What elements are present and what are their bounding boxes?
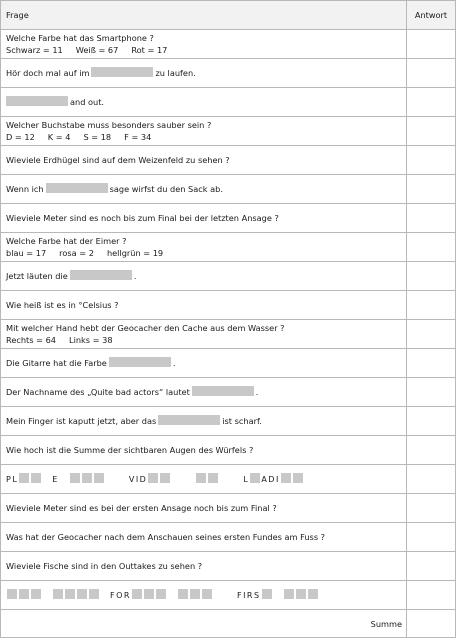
redacted-letter [281, 473, 291, 483]
question-row-7 [1, 204, 456, 233]
answer-cell[interactable] [407, 436, 456, 465]
redacted-letter [308, 589, 318, 599]
question-cell: Wieviele Meter sind es noch bis zum Final bei der letzten Ansage ? [1, 204, 407, 233]
question-options: D = 12 K = 4 S = 18 F = 34 [6, 132, 152, 142]
question-row-13 [1, 378, 456, 407]
question-text: Welche Farbe hat das Smartphone ? [6, 33, 154, 43]
answer-cell[interactable] [407, 88, 456, 117]
redacted-blank [158, 415, 220, 425]
redacted-letter [144, 589, 154, 599]
question-text-before: Der Nachname des „Quite bad actors“ lautet [6, 387, 190, 397]
question-cell: Wie hoch ist die Summe der sichtbaren Augen des Würfels ? [1, 436, 407, 465]
question-column-header: Frage [1, 1, 407, 30]
header-row [1, 1, 456, 30]
answer-cell[interactable] [407, 59, 456, 88]
question-row-2 [1, 59, 456, 88]
question-row-18 [1, 523, 456, 552]
answer-cell[interactable] [407, 262, 456, 291]
redacted-letter [65, 589, 75, 599]
question-text-before: Mein Finger ist kaputt jetzt, aber das [6, 416, 157, 426]
answer-cell[interactable] [407, 407, 456, 436]
redacted-letter [19, 473, 29, 483]
sum-label: Summe [1, 610, 407, 638]
code-fragment: FOR [110, 590, 131, 600]
question-options: Schwarz = 11 Weiß = 67 Rot = 17 [6, 45, 168, 55]
redacted-blank [46, 183, 108, 193]
answer-cell[interactable] [407, 117, 456, 146]
answer-cell[interactable] [407, 581, 456, 610]
question-cell: Wie heiß ist es in °Celsius ? [1, 291, 407, 320]
question-text: Welcher Buchstabe muss besonders sauber sein ? [6, 120, 212, 130]
question-cell [1, 349, 407, 378]
question-text-after: sage wirfst du den Sack ab. [109, 184, 223, 194]
question-row-20 [1, 581, 456, 610]
question-cell [1, 407, 407, 436]
question-text-before: Jetzt läuten die [6, 271, 68, 281]
answer-cell[interactable] [407, 30, 456, 59]
redacted-letter [208, 473, 218, 483]
question-row-12 [1, 349, 456, 378]
answer-cell[interactable] [407, 320, 456, 349]
answer-cell[interactable] [407, 175, 456, 204]
question-cell [1, 262, 407, 291]
question-row-15 [1, 436, 456, 465]
question-text-after: zu laufen. [155, 68, 196, 78]
question-options: Rechts = 64 Links = 38 [6, 335, 113, 345]
question-text: Welche Farbe hat der Eimer ? [6, 236, 127, 246]
question-row-8 [1, 233, 456, 262]
question-cell: Wieviele Fische sind in den Outtakes zu sehen ? [1, 552, 407, 581]
question-row-6 [1, 175, 456, 204]
redacted-letter [262, 589, 272, 599]
question-row-16 [1, 465, 456, 494]
redacted-letter [196, 473, 206, 483]
question-text-after: and out. [70, 97, 105, 107]
redacted-letter [293, 473, 303, 483]
redacted-letter [284, 589, 294, 599]
question-text: Mit welcher Hand hebt der Geocacher den Cache aus dem Wasser ? [6, 323, 285, 333]
redacted-letter [7, 589, 17, 599]
code-fragment: E [52, 474, 59, 484]
redacted-letter [160, 473, 170, 483]
question-cell: Wieviele Erdhügel sind auf dem Weizenfeld zu sehen ? [1, 146, 407, 175]
question-row-3 [1, 88, 456, 117]
question-text-before: Die Gitarre hat die Farbe [6, 358, 107, 368]
question-text-after: . [133, 271, 137, 281]
redacted-blank [70, 270, 132, 280]
question-text-after: ist scharf. [222, 416, 262, 426]
answer-cell[interactable] [407, 523, 456, 552]
code-fragment: PL [6, 474, 19, 484]
redacted-letter [19, 589, 29, 599]
redacted-letter [202, 589, 212, 599]
answer-cell[interactable] [407, 552, 456, 581]
redacted-letter [53, 589, 63, 599]
question-cell: Was hat der Geocacher nach dem Anschauen seines ersten Fundes am Fuss ? [1, 523, 407, 552]
redacted-blank [109, 357, 171, 367]
question-row-11 [1, 320, 456, 349]
redacted-letter [296, 589, 306, 599]
redacted-letter [250, 473, 260, 483]
question-cell [1, 88, 407, 117]
question-options: blau = 17 rosa = 2 hellgrün = 19 [6, 248, 164, 258]
answer-cell[interactable] [407, 465, 456, 494]
redacted-letter [89, 589, 99, 599]
question-row-14 [1, 407, 456, 436]
sum-row [1, 610, 456, 638]
redacted-blank [6, 96, 68, 106]
code-fragment: FIRS [236, 590, 261, 600]
answer-column-header: Antwort [407, 1, 456, 30]
question-cell [1, 30, 407, 59]
answer-cell[interactable] [407, 204, 456, 233]
redacted-letter [31, 473, 41, 483]
question-cell [1, 581, 407, 610]
redacted-letter [31, 589, 41, 599]
redacted-letter [190, 589, 200, 599]
answer-cell[interactable] [407, 378, 456, 407]
question-row-19 [1, 552, 456, 581]
answer-cell[interactable] [407, 233, 456, 262]
redacted-letter [148, 473, 158, 483]
answer-cell[interactable] [407, 291, 456, 320]
question-row-9 [1, 262, 456, 291]
answer-cell[interactable] [407, 349, 456, 378]
question-text-after: . [255, 387, 259, 397]
question-cell [1, 117, 407, 146]
question-text-after: . [172, 358, 176, 368]
redacted-letter [178, 589, 188, 599]
redacted-letter [77, 589, 87, 599]
question-cell [1, 378, 407, 407]
question-row-17 [1, 494, 456, 523]
redacted-blank [192, 386, 254, 396]
redacted-letter [70, 473, 80, 483]
question-row-4 [1, 117, 456, 146]
question-cell: Wieviele Meter sind es bei der ersten Ansage noch bis zum Final ? [1, 494, 407, 523]
code-fragment: VID [128, 474, 148, 484]
question-row-1 [1, 30, 456, 59]
redacted-letter [132, 589, 142, 599]
code-fragment: ADI [261, 474, 280, 484]
question-text-before: Wenn ich [6, 184, 44, 194]
question-text-before: Hör doch mal auf im [6, 68, 90, 78]
sum-answer-cell[interactable] [407, 610, 456, 638]
redacted-letter [156, 589, 166, 599]
redacted-letter [82, 473, 92, 483]
answer-cell[interactable] [407, 494, 456, 523]
question-row-5 [1, 146, 456, 175]
question-cell [1, 233, 407, 262]
question-cell [1, 465, 407, 494]
question-cell [1, 320, 407, 349]
redacted-letter [94, 473, 104, 483]
code-fragment: L [243, 474, 250, 484]
answer-cell[interactable] [407, 146, 456, 175]
redacted-blank [91, 67, 153, 77]
question-cell [1, 175, 407, 204]
question-cell [1, 59, 407, 88]
question-row-10 [1, 291, 456, 320]
